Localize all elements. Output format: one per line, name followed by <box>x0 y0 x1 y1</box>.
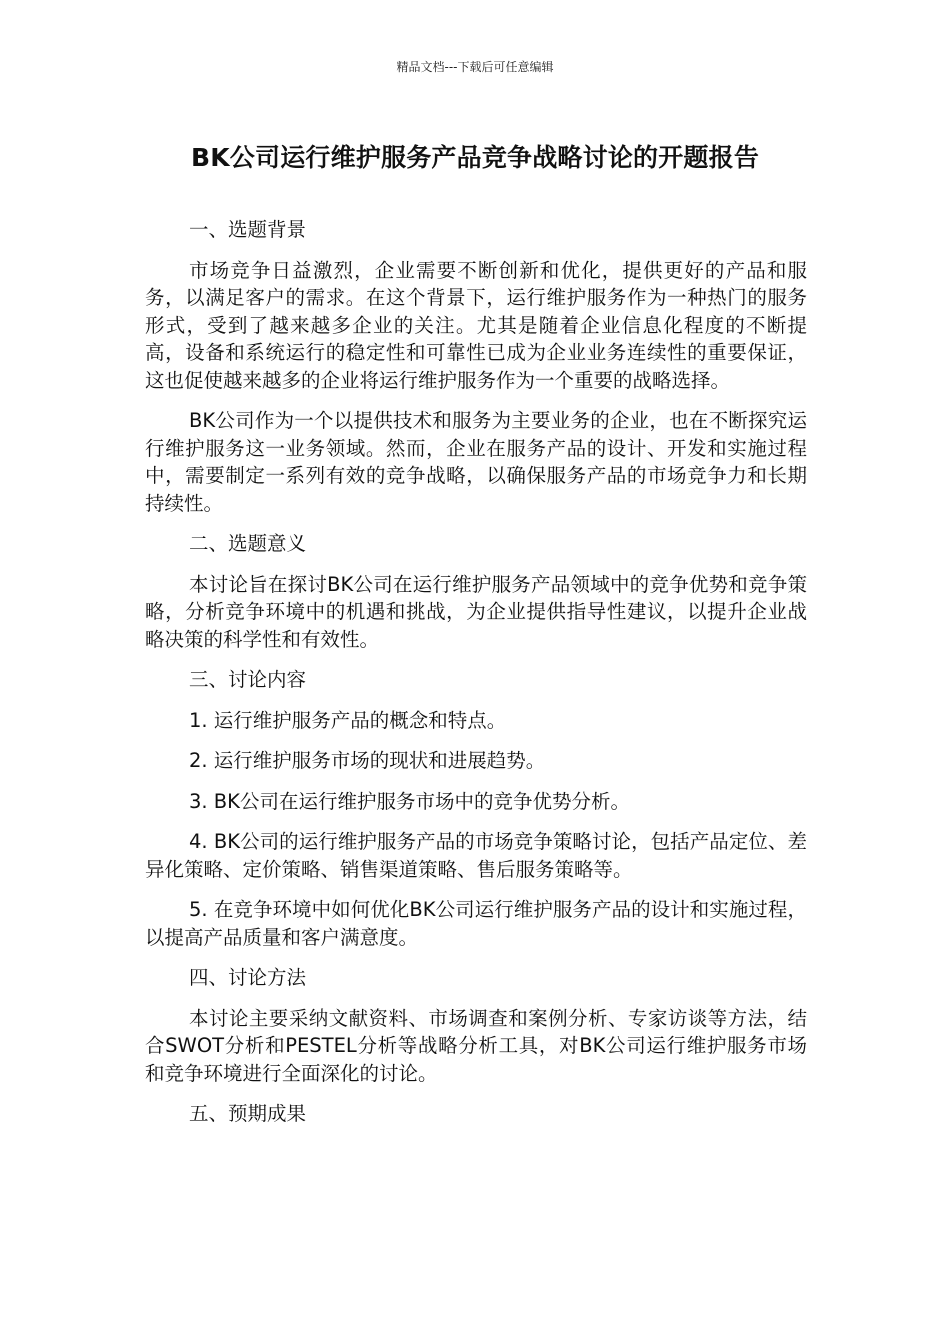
section-heading: 四、讨论方法 <box>189 966 307 989</box>
section-heading: 一、选题背景 <box>189 218 307 241</box>
section-heading: 二、选题意义 <box>189 532 307 555</box>
document-body <box>145 216 807 1141</box>
list-item: 3. BK公司在运行维护服务市场中的竞争优势分析。 <box>189 789 630 813</box>
paragraph: BK公司作为一个以提供技术和服务为主要业务的企业，也在不断探究运行维护服务这一业务领域。然而，企业在服务产品的设计、开发和实施过程中，需要制定一系列有效的竞争战略，以确保服务产品的市场竞争力和长期持续性。 <box>145 409 807 515</box>
paragraph: 本讨论旨在探讨BK公司在运行维护服务产品领域中的竞争优势和竞争策略，分析竞争环境中的机遇和挑战，为企业提供指导性建议，以提升企业战略决策的科学性和有效性。 <box>145 572 807 651</box>
page-header-note: 精品文档---下载后可任意编辑 <box>396 60 554 74</box>
list-item: 5. 在竞争环境中如何优化BK公司运行维护服务产品的设计和实施过程，以提高产品质量和客户满意度。 <box>145 898 807 949</box>
paragraph: 本讨论主要采纳文献资料、市场调查和案例分析、专家访谈等方法，结合SWOT分析和PESTEL分析等战略分析工具，对BK公司运行维护服务市场和竞争环境进行全面深化的讨论。 <box>145 1006 807 1085</box>
section-heading: 三、讨论内容 <box>189 668 307 691</box>
document-title: BK公司运行维护服务产品竞争战略讨论的开题报告 <box>190 143 760 172</box>
paragraph: 市场竞争日益激烈，企业需要不断创新和优化，提供更好的产品和服务，以满足客户的需求。在这个背景下，运行维护服务作为一种热门的服务形式，受到了越来越多企业的关注。尤其是随着企业信息化程度的不断提高，设备和系统运行的稳定性和可靠性已成为企业业务连续性的重要保证，这也促使越来越多的企业将运行维护服务作为一个重要的战略选择。 <box>145 258 807 392</box>
section-heading: 五、预期成果 <box>189 1102 307 1125</box>
list-item: 1. 运行维护服务产品的概念和特点。 <box>189 708 507 732</box>
list-item: 2. 运行维护服务市场的现状和进展趋势。 <box>189 749 546 772</box>
list-item: 4. BK公司的运行维护服务产品的市场竞争策略讨论，包括产品定位、差异化策略、定价策略、销售渠道策略、售后服务策略等。 <box>145 830 807 881</box>
